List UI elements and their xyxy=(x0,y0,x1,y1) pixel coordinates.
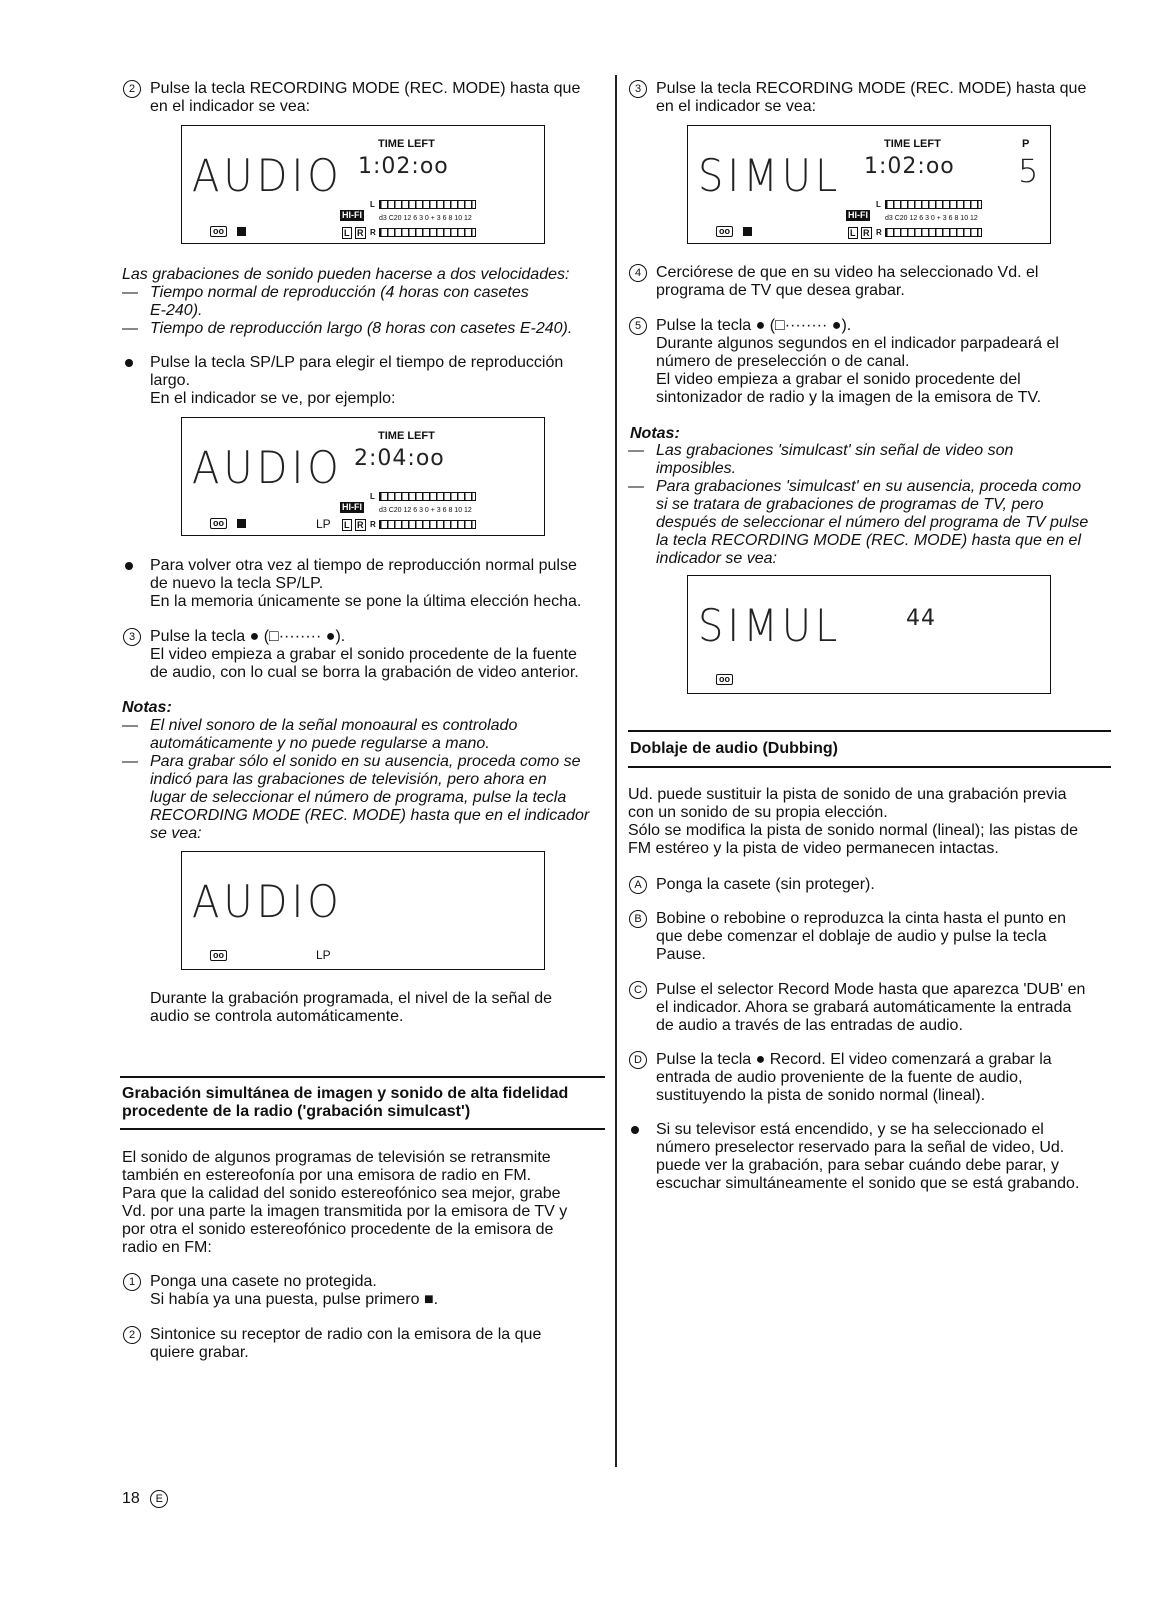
bullet-normal-speed xyxy=(150,557,581,611)
display-audio-only xyxy=(181,851,545,970)
text-line: Tiempo de reproducción largo (8 horas con casetes E-240). xyxy=(150,320,573,337)
text-line: Durante algunos segundos en el indicador parpadeará el xyxy=(656,335,1059,352)
text-line: Pulse la tecla ● (□········ ●). xyxy=(656,317,852,334)
paragraph-lines xyxy=(150,557,581,611)
text-line: de audio a través de las entradas de audio. xyxy=(656,1017,963,1034)
display-audio-lp xyxy=(181,417,545,536)
level-meter-l xyxy=(379,492,476,501)
r-channel-icon: R xyxy=(357,520,364,530)
mode-readout: SIMUL xyxy=(698,600,842,653)
paragraph-lines xyxy=(150,628,579,682)
display-audio-sp xyxy=(181,125,545,244)
note-item xyxy=(122,717,518,753)
section-heading-simulcast xyxy=(122,1085,568,1121)
text-line: Las grabaciones 'simulcast' sin señal de video son xyxy=(656,442,1014,459)
text-line: Durante la grabación programada, el nivel de la señal de xyxy=(150,990,553,1007)
mode-readout: AUDIO xyxy=(192,876,343,929)
cassette-icon: oo xyxy=(210,518,227,529)
paragraph-lines xyxy=(150,354,563,408)
step-marker: D xyxy=(629,1051,647,1069)
text-line: sustituyendo la pista de sonido normal (lineal). xyxy=(656,1087,986,1104)
text-line: Pulse la tecla ● (□········ ●). xyxy=(150,628,346,645)
step-marker: 3 xyxy=(629,80,647,98)
text-line: Pulse la tecla SP/LP para elegir el tiempo de reproducción xyxy=(150,354,564,371)
text-line: quiere grabar. xyxy=(150,1344,249,1361)
text-line: el indicador. Ahora se grabará automáticamente la entrada xyxy=(656,999,1072,1016)
paragraph-lines xyxy=(150,1273,438,1309)
page-footer xyxy=(122,1490,174,1508)
text-line: también en estereofonía por una emisora de radio en FM. xyxy=(122,1167,532,1184)
dash: — xyxy=(122,284,138,301)
simulcast-step-2 xyxy=(128,1326,542,1362)
paragraph-lines xyxy=(656,317,1059,407)
level-meter-r xyxy=(885,228,982,237)
text-line: Cerciórese de que en su video ha seleccionado Vd. el xyxy=(656,264,1039,281)
meter-scale: d3 C20 12 6 3 0 + 3 6 8 10 12 xyxy=(379,215,472,222)
l-channel-icon: L xyxy=(850,228,856,238)
meter-r-label: R xyxy=(370,520,376,529)
text-line: de nuevo la tecla SP/LP. xyxy=(150,575,324,592)
text-line: número preselector reservado para la señal de video, Ud. xyxy=(656,1139,1065,1156)
step-marker: 4 xyxy=(629,264,647,282)
speed-item-long xyxy=(122,320,573,338)
text-line: El sonido de algunos programas de televisión se retransmite xyxy=(122,1149,551,1166)
paragraph-lines xyxy=(150,80,580,116)
paragraph-lines xyxy=(656,876,875,894)
bullet-icon xyxy=(125,359,133,367)
text-line: indicador se vea: xyxy=(656,550,777,567)
dubbing-bullet xyxy=(656,1121,1079,1193)
text-line: Pulse la tecla ● Record. El video comenzará a grabar la xyxy=(656,1051,1052,1068)
step-marker: 5 xyxy=(629,317,647,335)
column-divider xyxy=(615,75,617,1467)
step-2-rec-mode xyxy=(128,80,581,116)
bullet-icon xyxy=(631,1126,639,1134)
meter-r-label: R xyxy=(876,228,882,237)
text-line: Sólo se modifica la pista de sonido normal (lineal); las pistas de xyxy=(628,822,1079,839)
level-meter-l xyxy=(379,200,476,209)
page-number: 18 xyxy=(122,1490,140,1507)
text-line: El nivel sonoro de la señal monoaural es controlado xyxy=(150,717,518,734)
text-line: en el indicador se vea: xyxy=(656,98,817,115)
text-line: escuchar simultáneamente el sonido que se está grabando. xyxy=(656,1175,1080,1192)
text-line: con un sonido de su propia elección. xyxy=(628,804,888,821)
text-line: Para que la calidad del sonido estereofónico sea mejor, grabe xyxy=(122,1185,561,1202)
step-marker: 2 xyxy=(123,1326,141,1344)
display-simul xyxy=(687,125,1051,244)
text-line: la tecla RECORDING MODE (REC. MODE) hasta que en el xyxy=(656,532,1082,549)
text-line: Pulse la tecla RECORDING MODE (REC. MODE) hasta que xyxy=(656,80,1087,97)
lp-indicator: LP xyxy=(316,517,331,531)
text-line: se vea: xyxy=(150,825,202,842)
text-line: sintonizador de radio y la imagen de la emisora de TV. xyxy=(656,389,1042,406)
paragraph-lines xyxy=(656,264,1038,300)
text-line: Si había ya una puesta, pulse primero ■. xyxy=(150,1291,439,1308)
text-line: Pause. xyxy=(656,946,706,963)
channel-readout: 44 xyxy=(906,606,936,631)
text-line: puede ver la grabación, para sebar cuándo debe parar, y xyxy=(656,1157,1059,1174)
mode-readout: AUDIO xyxy=(192,442,343,495)
text-line: En la memoria únicamente se pone la última elección hecha. xyxy=(150,593,582,610)
text-line: en el indicador se vea: xyxy=(150,98,311,115)
paragraph-lines xyxy=(656,80,1086,116)
meter-r-label: R xyxy=(370,228,376,237)
text-line: Tiempo normal de reproducción (4 horas con casetes xyxy=(150,284,529,301)
dubbing-step-a xyxy=(634,876,875,894)
text-line: En el indicador se ve, por ejemplo: xyxy=(150,390,396,407)
text-line: programa de TV que desea grabar. xyxy=(656,282,905,299)
text-line: Ponga la casete (sin proteger). xyxy=(656,876,875,893)
text-line: Pulse la tecla RECORDING MODE (REC. MODE) hasta que xyxy=(150,80,581,97)
text-line: Ud. puede sustituir la pista de sonido de una grabación previa xyxy=(628,786,1067,803)
simulcast-step-1 xyxy=(128,1273,439,1309)
text-line: después de seleccionar el número del programa de TV pulse xyxy=(656,514,1089,531)
paragraph-lines xyxy=(150,320,572,338)
text-line: número de preselección o de canal. xyxy=(656,353,910,370)
text-line: radio en FM: xyxy=(122,1239,212,1256)
text-line: Para grabaciones 'simulcast' en su ausencia, proceda como xyxy=(656,478,1082,495)
program-number: 5 xyxy=(1018,152,1040,190)
stop-icon xyxy=(237,227,246,236)
text-line: de audio, con lo cual se borra la grabación de video anterior. xyxy=(150,664,579,681)
timer-note xyxy=(150,990,552,1026)
display-simul-channel xyxy=(687,575,1051,694)
time-left-label: TIME LEFT xyxy=(378,430,435,442)
text-line: procedente de la radio ('grabación simulcast') xyxy=(122,1103,471,1120)
paragraph-lines xyxy=(656,478,1088,568)
paragraph-lines xyxy=(150,1326,541,1362)
section-heading-dubbing: Doblaje de audio (Dubbing) xyxy=(630,740,838,757)
hifi-badge: HI-FI xyxy=(342,210,362,220)
step-marker: 1 xyxy=(123,1273,141,1291)
dubbing-intro xyxy=(628,786,1078,858)
section-rule xyxy=(120,1076,605,1078)
note-item xyxy=(628,442,1014,478)
paragraph-lines xyxy=(656,442,1013,478)
text-line: imposibles. xyxy=(656,460,737,477)
step-marker: 2 xyxy=(123,80,141,98)
text-line: Las grabaciones de sonido pueden hacerse a dos velocidades: xyxy=(122,266,570,283)
stop-icon xyxy=(743,227,752,236)
meter-scale: d3 C20 12 6 3 0 + 3 6 8 10 12 xyxy=(885,215,978,222)
bullet-sp-lp xyxy=(150,354,563,408)
text-line: Ponga una casete no protegida. xyxy=(150,1273,377,1290)
cassette-icon: oo xyxy=(716,674,733,685)
r-channel-icon: R xyxy=(863,228,870,238)
paragraph-lines xyxy=(656,1121,1079,1193)
speeds-intro xyxy=(122,266,569,284)
dash: — xyxy=(122,717,138,734)
l-channel-icon: L xyxy=(344,228,350,238)
hifi-badge: HI-FI xyxy=(342,502,362,512)
text-line: si se tratara de grabaciones de programas de TV, pero xyxy=(656,496,1044,513)
note-item xyxy=(122,753,590,843)
text-line: Pulse el selector Record Mode hasta que aparezca 'DUB' en xyxy=(656,981,1086,998)
paragraph-lines xyxy=(150,717,517,753)
paragraph-lines xyxy=(150,990,552,1026)
step-marker: C xyxy=(629,981,647,999)
simulcast-step-3 xyxy=(634,80,1087,116)
dubbing-step-b xyxy=(634,910,1067,964)
meter-scale: d3 C20 12 6 3 0 + 3 6 8 10 12 xyxy=(379,507,472,514)
text-line: Si su televisor está encendido, y se ha seleccionado el xyxy=(656,1121,1044,1138)
paragraph-lines xyxy=(656,981,1085,1035)
text-line: RECORDING MODE (REC. MODE) hasta que en el indicador xyxy=(150,807,590,824)
time-readout: 1:02:oo xyxy=(358,154,449,179)
dash: — xyxy=(628,442,644,459)
text-line: lugar de seleccionar el número de programa, pulse la tecla xyxy=(150,789,567,806)
meter-l-label: L xyxy=(370,492,375,501)
paragraph-lines xyxy=(628,786,1078,858)
paragraph-lines xyxy=(122,1149,567,1257)
level-meter-r xyxy=(379,228,476,237)
dubbing-step-c xyxy=(634,981,1086,1035)
paragraph-lines xyxy=(150,753,589,843)
paragraph-lines xyxy=(122,1085,568,1121)
time-readout: 2:04:oo xyxy=(354,446,445,471)
cassette-icon: oo xyxy=(210,226,227,237)
text-line: El video empieza a grabar el sonido procedente del xyxy=(656,371,1021,388)
level-meter-l xyxy=(885,200,982,209)
text-line: que debe comenzar el doblaje de audio y pulse la tecla xyxy=(656,928,1047,945)
text-line: indicó para las grabaciones de televisión, pero ahora en xyxy=(150,771,547,788)
speed-item-normal xyxy=(122,284,529,320)
r-channel-icon: R xyxy=(357,228,364,238)
time-readout: 1:02:oo xyxy=(864,154,955,179)
simulcast-step-4 xyxy=(634,264,1039,300)
text-line: Grabación simultánea de imagen y sonido de alta fidelidad xyxy=(122,1085,569,1102)
l-channel-icon: L xyxy=(344,520,350,530)
section-rule xyxy=(628,766,1111,768)
text-line: Para grabar sólo el sonido en su ausencia, proceda como se xyxy=(150,753,581,770)
time-left-label: TIME LEFT xyxy=(884,138,941,150)
cassette-icon: oo xyxy=(210,950,227,961)
note-item xyxy=(628,478,1089,568)
dash: — xyxy=(122,320,138,337)
text-line: entrada de audio proveniente de la fuente de audio, xyxy=(656,1069,1023,1086)
program-label: P xyxy=(1022,138,1030,150)
notes-title: Notas: xyxy=(630,425,680,442)
simulcast-intro xyxy=(122,1149,567,1257)
section-rule xyxy=(120,1128,605,1130)
step-3-record xyxy=(128,628,579,682)
text-line: por otra el sonido estereofónico procedente de la emisora de xyxy=(122,1221,554,1238)
meter-l-label: L xyxy=(370,200,375,209)
text-line: E-240). xyxy=(150,302,203,319)
level-meter-r xyxy=(379,520,476,529)
text-line: Vd. por una parte la imagen transmitida por la emisora de TV y xyxy=(122,1203,568,1220)
paragraph-lines xyxy=(656,910,1066,964)
simulcast-step-5 xyxy=(634,317,1059,407)
mode-readout: AUDIO xyxy=(192,150,343,203)
paragraph-lines xyxy=(656,1051,1052,1105)
text-line: largo. xyxy=(150,372,191,389)
lp-indicator: LP xyxy=(316,948,331,962)
dubbing-step-d xyxy=(634,1051,1052,1105)
notes-title: Notas: xyxy=(122,699,172,716)
text-line: automáticamente y no puede regularse a mano. xyxy=(150,735,490,752)
dash: — xyxy=(122,753,138,770)
text-line: audio se controla automáticamente. xyxy=(150,1008,404,1025)
time-left-label: TIME LEFT xyxy=(378,138,435,150)
meter-l-label: L xyxy=(876,200,881,209)
stop-icon xyxy=(237,519,246,528)
bullet-icon xyxy=(125,562,133,570)
text-line: El video empieza a grabar el sonido procedente de la fuente xyxy=(150,646,577,663)
step-marker: B xyxy=(629,910,647,928)
text-line: Para volver otra vez al tiempo de reproducción normal pulse xyxy=(150,557,577,574)
dash: — xyxy=(628,478,644,495)
hifi-badge: HI-FI xyxy=(848,210,868,220)
step-marker: 3 xyxy=(123,628,141,646)
section-rule xyxy=(628,730,1111,732)
text-line: Bobine o rebobine o reproduzca la cinta hasta el punto en xyxy=(656,910,1067,927)
step-marker: A xyxy=(629,876,647,894)
text-line: Sintonice su receptor de radio con la emisora de la que xyxy=(150,1326,542,1343)
text-line: FM estéreo y la pista de video permanecen intactas. xyxy=(628,840,999,857)
paragraph-lines xyxy=(122,266,569,284)
language-badge: E xyxy=(150,1490,168,1508)
mode-readout: SIMUL xyxy=(698,150,842,203)
paragraph-lines xyxy=(150,284,529,320)
cassette-icon: oo xyxy=(716,226,733,237)
